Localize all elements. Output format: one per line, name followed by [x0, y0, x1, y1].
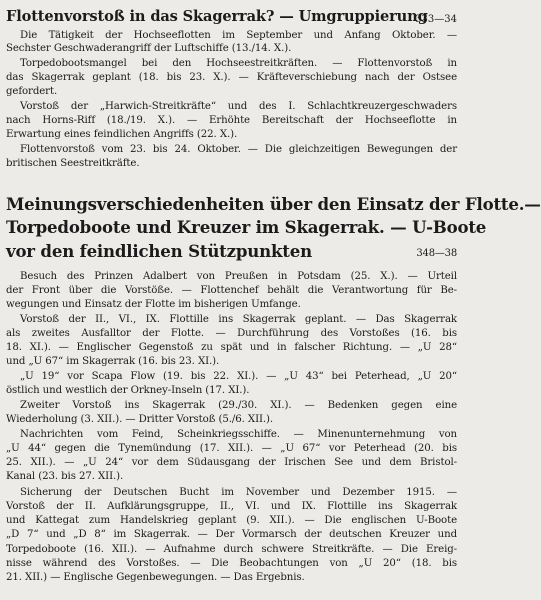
text-line: das Skagerrak geplant (18. bis 23. X.). — Kräfteverschiebung nach der Ostsee — [6, 72, 457, 83]
text-line: und Kattegat zum Handelskrieg geplant (9. XII.). — Die englischen U-Boote — [6, 515, 457, 526]
section-title-line: Torpedoboote und Kreuzer im Skagerrak. — U-Boote — [6, 217, 487, 237]
section-title: Flottenvorstoß in das Skagerrak? — Umgruppierung — [6, 8, 428, 25]
text-line: und „U 67“ im Skagerrak (16. bis 23. XI.). — [6, 356, 220, 367]
text-line: „U 44“ gegen die Tynemündung (17. XII.). — „U 67“ vor Peterhead (20. bis — [6, 443, 457, 454]
section-title-line — [6, 241, 457, 261]
text-line: Vorstoß der „Harwich-Streitkräfte“ und des I. Schlachtkreuzergeschwaders — [20, 101, 457, 112]
text-line: Kanal (23. bis 27. XII.). — [6, 471, 124, 482]
text-line: „U 19“ vor Scapa Flow (19. bis 22. XI.). — „U 43“ bei Peterhead, „U 20“ — [20, 371, 457, 382]
section-heading-1 — [6, 6, 457, 26]
text-line: britischen Seestreitkräfte. — [6, 158, 140, 169]
text-line: Torpedoboote (16. XII.). — Aufnahme durch schwere Streitkräfte. — Die Ereig- — [6, 544, 457, 555]
section-title-text: vor den feindlichen Stützpunkten — [6, 241, 312, 261]
text-line: gefordert. — [6, 86, 58, 97]
text-line: östlich und westlich der Orkney-Inseln (17. XI.). — [6, 385, 250, 396]
text-line: 18. XI.). — Englischer Gegenstoß zu spät und in falscher Richtung. — „U 28“ — [6, 342, 457, 353]
text-line: nisse während des Vorstoßes. — Die Beobachtungen von „U 20“ (18. bis — [6, 558, 457, 569]
text-line: der Front über die Vorstöße. — Flottenchef behält die Verantwortung für Be- — [6, 285, 457, 296]
text-line: Erwartung eines feindlichen Angriffs (22. X.). — [6, 129, 238, 140]
page-range: 348—38 — [416, 248, 457, 259]
page-range: 333—34 — [415, 14, 457, 25]
text-line: wegungen und Einsatz der Flotte im bisherigen Umfange. — [6, 299, 301, 310]
text-line: 21. XII.) — Englische Gegenbewegungen. — Das Ergebnis. — [6, 572, 305, 583]
text-line: Sicherung der Deutschen Bucht im November und Dezember 1915. — — [20, 487, 457, 498]
text-line: Vorstoß der II. Aufklärungsgruppe, II., VI. und IX. Flottille ins Skagerrak — [6, 501, 457, 512]
text-line: als zweites Ausfalltor der Flotte. — Durchführung des Vorstoßes (16. bis — [6, 328, 457, 339]
text-line: „D 7“ und „D 8“ im Skagerrak. — Der Vormarsch der deutschen Kreuzer und — [6, 529, 457, 540]
text-line: nach Horns-Riff (18./19. X.). — Erhöhte Bereitschaft der Hochseeflotte in — [6, 115, 457, 126]
text-line: Flottenvorstoß vom 23. bis 24. Oktober. — Die gleichzeitigen Bewegungen der — [20, 144, 457, 155]
section-title-line: Meinungsverschiedenheiten über den Einsatz der Flotte.— — [6, 194, 541, 214]
text-line: Nachrichten vom Feind, Scheinkriegsschiffe. — Minenunternehmung von — [20, 429, 457, 440]
text-line: 25. XII.). — „U 24“ vor dem Südausgang der Irischen See und dem Bristol- — [6, 457, 457, 468]
text-line: Besuch des Prinzen Adalbert von Preußen in Potsdam (25. X.). — Urteil — [20, 271, 457, 282]
text-line: Vorstoß der II., VI., IX. Flottille ins Skagerrak geplant. — Das Skagerrak — [20, 314, 457, 325]
text-line: Wiederholung (3. XII.). — Dritter Vorstoß (5./6. XII.). — [6, 414, 274, 425]
text-line: Sechster Geschwaderangriff der Luftschiffe (13./14. X.). — [6, 43, 292, 54]
text-line: Die Tätigkeit der Hochseeflotten im September und Anfang Oktober. — — [20, 30, 457, 41]
text-line: Zweiter Vorstoß ins Skagerrak (29./30. XI.). — Bedenken gegen eine — [20, 400, 457, 411]
text-line: Torpedobootsmangel bei den Hochseestreitkräften. — Flottenvorstoß in — [20, 58, 457, 69]
